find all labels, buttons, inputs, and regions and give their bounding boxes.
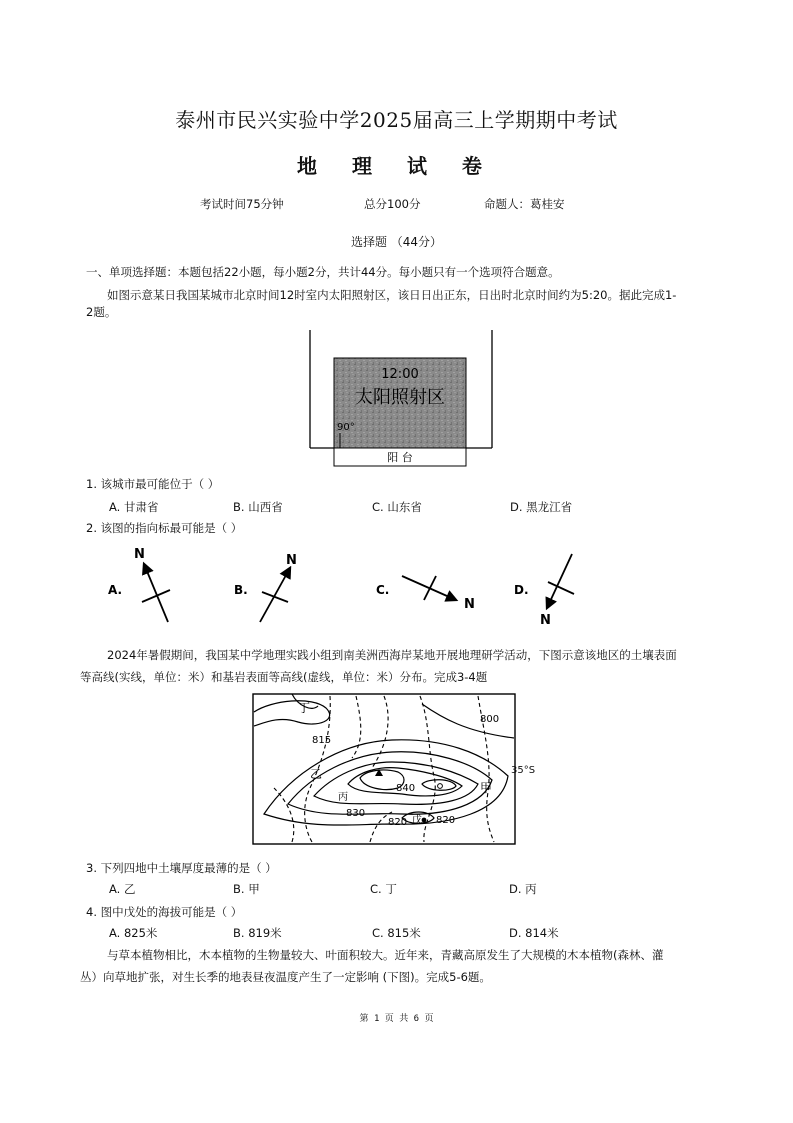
sunlight-room-figure	[300, 322, 500, 470]
time-label: 12:00	[381, 367, 419, 382]
sunlight-area-label: 太阳照射区	[355, 387, 445, 408]
q4-option-d: D. 814米	[509, 926, 559, 940]
q4-option-a: A. 825米	[109, 926, 158, 940]
exam-duration: 考试时间75分钟	[200, 197, 284, 211]
north-label-a: N	[134, 547, 145, 562]
map-label-wu: 戊	[412, 815, 422, 826]
page-number: 第 1 页 共 6 页	[359, 1014, 434, 1024]
q3-option-a: A. 乙	[109, 882, 136, 896]
contour-label-840: 840	[396, 783, 416, 794]
passage-2-line-2: 等高线(实线，单位：米）和基岩表面等高线(虚线，单位：米）分布。完成3-4题	[80, 670, 488, 684]
exam-title: 泰州市民兴实验中学2025届高三上学期期中考试	[175, 108, 618, 132]
q3-option-b: B. 甲	[233, 882, 260, 896]
contour-map-figure	[252, 692, 522, 848]
passage-1-line-1: 如图示意某日我国某城市北京时间12时室内太阳照射区，该日日出正东，日出时北京时间约为5:20。据此完成1-	[107, 288, 677, 302]
contour-label-800: 800	[480, 714, 500, 725]
passage-2-line-1: 2024年暑假期间，我国某中学地理实践小组到南美洲西海岸某地开展地理研学活动，下图示意该地区的土壤表面	[107, 648, 677, 662]
compass-option-a	[108, 547, 170, 622]
compass-option-b	[234, 553, 297, 622]
map-label-yi: 乙	[310, 767, 323, 781]
q1-option-d: D. 黑龙江省	[510, 500, 573, 514]
question-1-stem: 1. 该城市最可能位于（ ）	[86, 477, 220, 491]
question-3-stem: 3. 下列四地中土壤厚度最薄的是（ ）	[86, 861, 277, 875]
contour-label-815: 815	[312, 735, 332, 746]
north-label-d: N	[540, 613, 551, 628]
compass-letter-a: A.	[108, 583, 123, 597]
compass-letter-d: D.	[514, 583, 529, 597]
compass-letter-c: C.	[376, 583, 390, 597]
compass-option-d	[514, 554, 574, 628]
passage-1-line-2: 2题。	[86, 305, 117, 319]
north-label-b: N	[286, 553, 297, 568]
q4-option-b: B. 819米	[233, 926, 282, 940]
q3-option-c: C. 丁	[370, 882, 397, 896]
angle-label: 90°	[337, 422, 355, 433]
q3-option-d: D. 丙	[509, 882, 537, 896]
question-2-stem: 2. 该图的指向标最可能是（ ）	[86, 521, 243, 535]
compass-options-figure	[100, 540, 600, 630]
paper-subtitle: 地 理 试 卷	[297, 154, 496, 178]
balcony-label: 阳 台	[387, 451, 413, 464]
q1-option-a: A. 甘肃省	[109, 500, 159, 514]
compass-option-c	[376, 576, 475, 612]
map-label-ding: 丁	[298, 701, 311, 715]
exam-author: 命题人：葛桂安	[484, 197, 565, 211]
q1-option-b: B. 山西省	[233, 500, 283, 514]
contour-label-830: 830	[346, 808, 366, 819]
contour-label-820-left: 820	[388, 817, 408, 828]
compass-letter-b: B.	[234, 583, 248, 597]
q1-option-c: C. 山东省	[372, 500, 422, 514]
instruction-text: 一、单项选择题：本题包括22小题，每小题2分，共计44分。每小题只有一个选项符合题意。	[86, 265, 560, 279]
question-4-stem: 4. 图中戊处的海拔可能是（ ）	[86, 905, 243, 919]
passage-3-line-1: 与草本植物相比，木本植物的生物量较大、叶面积较大。近年来，青藏高原发生了大规模的木本植物(森林、灌	[107, 948, 664, 962]
contour-label-820-right: 820	[436, 815, 456, 826]
section-heading: 选择题 （44分）	[350, 235, 443, 249]
latitude-label: 35°S	[511, 765, 536, 776]
north-label-c: N	[464, 597, 475, 612]
total-score: 总分100分	[364, 197, 421, 211]
map-label-jia: 甲	[480, 781, 493, 795]
q4-option-c: C. 815米	[372, 926, 421, 940]
passage-3-line-2: 丛）向草地扩张，对生长季的地表昼夜温度产生了一定影响 (下图)。完成5-6题。	[80, 970, 491, 984]
map-label-bing: 丙	[338, 792, 348, 803]
